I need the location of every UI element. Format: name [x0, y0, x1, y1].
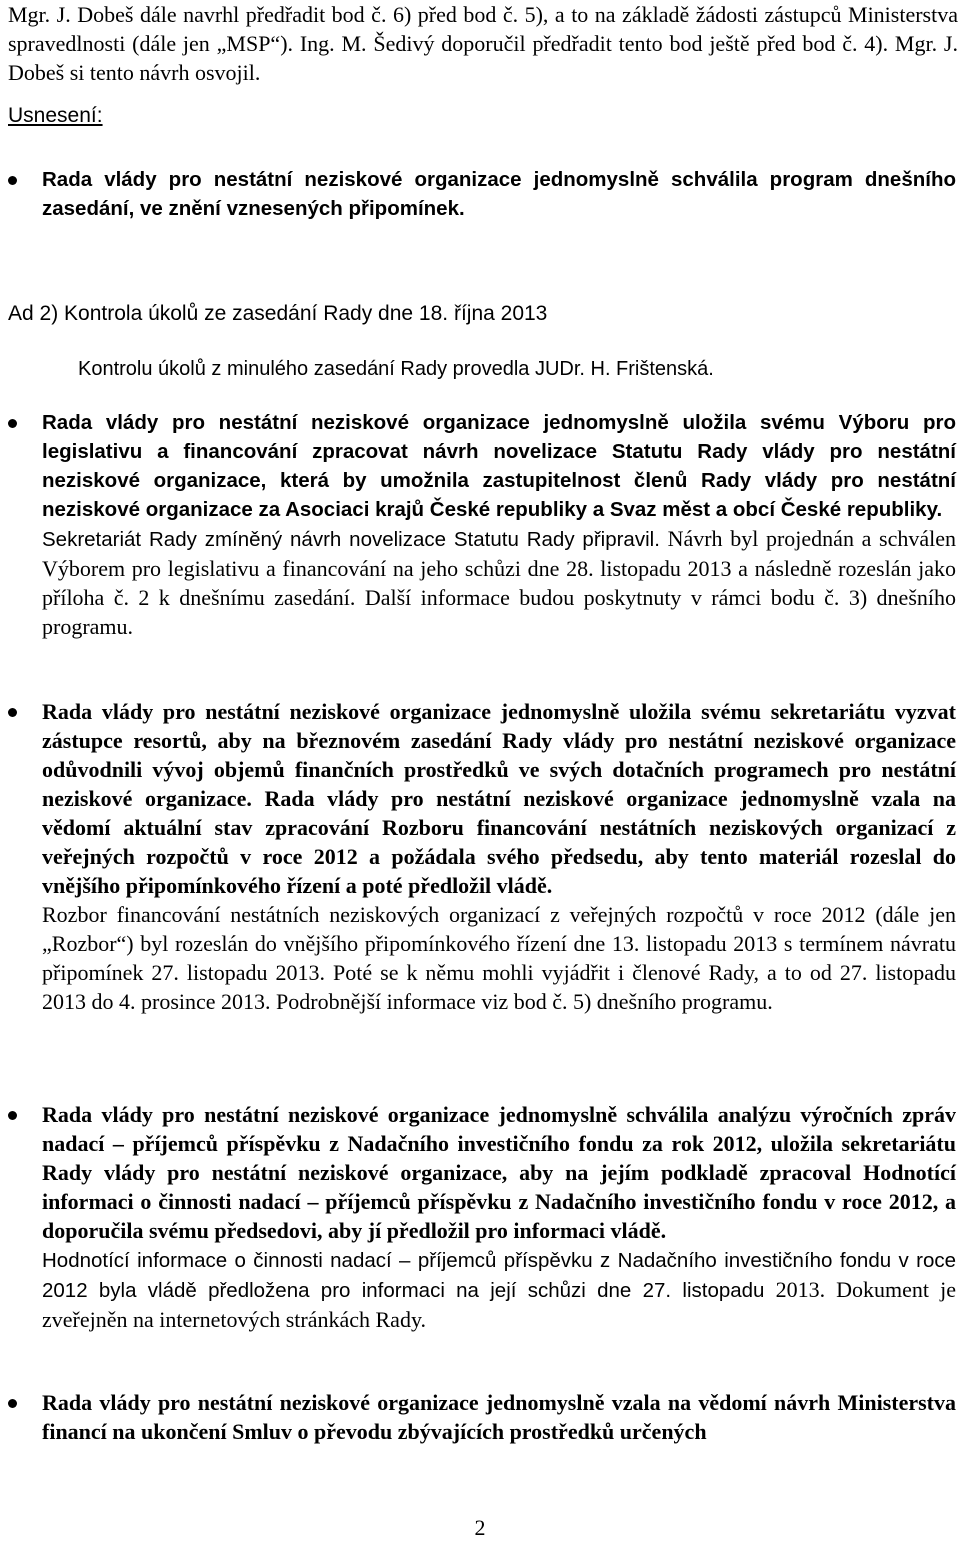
bullet-text: Rada vlády pro nestátní neziskové organizace jednomyslně schválila program dnešního zasedání, ve znění vznesených připomínek. — [42, 168, 956, 220]
bullet-icon — [8, 1111, 17, 1120]
bullet-bold-text: Rada vlády pro nestátní neziskové organizace jednomyslně uložila svému Výboru pro legislativu a financování zpracovat návrh novelizace Statutu Rady vlády pro nestátní neziskové organizace, která by umožnila zastupitelnost členů Rady vlády pro nestátní neziskové organizace za Asociaci krajů České republiky a Svaz měst a obcí České republiky. — [42, 411, 956, 521]
bullet-bold-text: Rada vlády pro nestátní neziskové organizace jednomyslně vzala na vědomí návrh Ministerstva financí na ukončení Smluv o převodu zbývajících prostředků určených — [42, 1390, 956, 1444]
bullet-normal-text — [42, 524, 956, 641]
bullet-bold-text: Rada vlády pro nestátní neziskové organizace jednomyslně uložila svému sekretariátu vyzvat zástupce resortů, aby na březnovém zasedání Rady vlády pro nestátní neziskové organizace odůvodnili vývoj objemů finančních prostředků ve svých dotačních programech pro nestátní neziskové organizace. Rada vlády pro nestátní neziskové organizace jednomyslně vzala na vědomí aktuální stav zpracování Rozboru financování nestátních neziskových organizací z veřejných rozpočtů v roce 2012 a požádala svého předsedu, aby tento materiál rozeslal do vnějšího připomínkového řízení a poté předložil vládě. — [42, 699, 956, 898]
bullet-bold-text: Rada vlády pro nestátní neziskové organizace jednomyslně schválila analýzu výročních zpráv nadací – příjemců příspěvku z Nadačního investičního fondu za rok 2012, uložila sekretariátu Rady vlády pro nestátní neziskové organizace, aby na jejím podkladě zpracoval Hodnotící informaci o činnosti nadací – příjemců příspěvku z Nadačního investičního fondu v roce 2012, a doporučila svému předsedovi, aby jí předložil pro informaci vládě. — [42, 1102, 956, 1243]
list-item — [42, 1100, 956, 1334]
bullet-icon — [8, 1399, 17, 1408]
bullet-normal-sans: Sekretariát Rady zmíněný návrh novelizace Statutu Rady připravil. — [42, 528, 660, 551]
bullet-icon — [8, 708, 17, 717]
bullet-normal-rest: 2013. Dokument je zveřejněn na internetových stránkách Rady. — [42, 1277, 956, 1332]
bullet-icon — [8, 176, 17, 185]
bullet-normal-sans: Hodnotící informace o činnosti nadací – příjemců příspěvku z Nadačního investičního fondu v roce 2012 byla vládě předložena pro informaci na její schůzi dne 27. listopadu — [42, 1249, 956, 1302]
bullet-normal-rest: Návrh byl projednán a schválen Výborem pro legislativu a financování na jeho schůzi dne 28. listopadu 2013 a následně rozeslán jako příloha č. 2 k dnešnímu zasedání. Další informace budou poskytnuty v rámci bodu č. 3) dnešního programu. — [42, 526, 956, 639]
control-line: Kontrolu úkolů z minulého zasedání Rady provedla JUDr. H. Frištenská. — [78, 358, 714, 380]
section-heading: Ad 2) Kontrola úkolů ze zasedání Rady dne 18. října 2013 — [8, 302, 548, 325]
list-item — [42, 1388, 956, 1446]
list-item — [42, 697, 956, 1016]
list-item — [42, 165, 956, 223]
bullet-normal-text: Rozbor financování nestátních neziskových organizací z veřejných rozpočtů v roce 2012 (dále jen „Rozbor“) byl rozeslán do vnějšího připomínkového řízení dne 13. listopadu 2013 s termínem návratu připomínek 27. listopadu 2013. Poté se k němu mohli vyjádřit i členové Rady, a to od 27. listopadu 2013 do 4. prosince 2013. Podrobnější informace viz bod č. 5) dnešního programu. — [42, 902, 956, 1014]
bullet-icon — [8, 419, 17, 428]
bullet-normal-text — [42, 1245, 956, 1334]
resolution-heading: Usnesení: — [8, 104, 103, 127]
intro-paragraph: Mgr. J. Dobeš dále navrhl předřadit bod č. 6) před bod č. 5), a to na základě žádosti zástupců Ministerstva spravedlnosti (dále jen „MSP“). Ing. M. Šedivý doporučil předřadit tento bod ještě před bod č. 4). Mgr. J. Dobeš si tento návrh osvojil. — [8, 2, 958, 85]
page-number: 2 — [474, 1515, 486, 1540]
list-item — [42, 408, 956, 641]
